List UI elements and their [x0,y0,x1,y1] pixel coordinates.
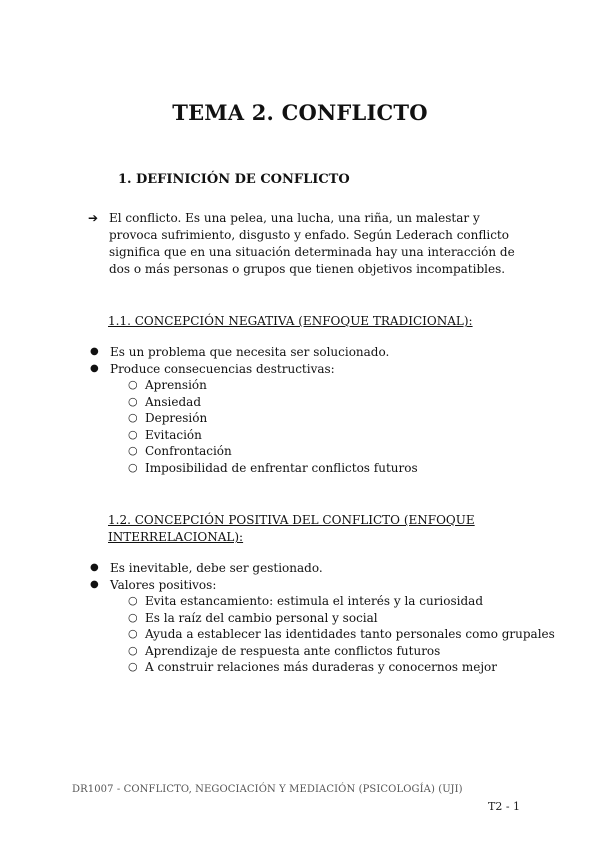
footer-page-number: T2 - 1 [488,800,521,813]
sublist-item [90,593,555,610]
section-number: 1. [118,172,132,187]
list-item [90,577,555,594]
list-item-text: Es un problema que necesita ser solucionado. [110,345,390,359]
bullet-icon: ● [90,346,99,357]
sublist-item [90,410,418,427]
circle-bullet-icon: ○ [128,660,138,673]
list-item-text: Valores positivos: [110,577,217,592]
sublist-container [90,593,555,676]
sublist-item-text: Depresión [145,411,208,425]
sublist-item-text: Imposibilidad de enfrentar conflictos futuros [145,460,418,475]
circle-bullet-icon: ○ [128,643,138,657]
positive-concept-list [90,560,555,676]
circle-bullet-icon: ○ [128,444,138,457]
circle-bullet-icon: ○ [128,460,138,474]
sublist-item [90,659,555,676]
subsection-heading-positive: 1.2. CONCEPCIÓN POSITIVA DEL CONFLICTO (ENFOQUE INTERRELACIONAL): [108,513,475,544]
sublist-item [90,626,555,643]
list-item [90,344,418,361]
page-title: TEMA 2. CONFLICTO [172,100,428,125]
circle-bullet-icon: ○ [128,610,138,624]
sublist-item-text: Ansiedad [145,394,202,409]
bullet-icon: ● [90,562,99,573]
consequences-sublist [90,377,418,476]
positive-values-sublist [90,593,555,676]
sublist-item [90,394,418,411]
circle-bullet-icon: ○ [128,394,138,408]
list-item-text: Produce consecuencias destructivas: [110,361,335,376]
sublist-item-text: Aprensión [145,378,207,392]
sublist-item [90,610,555,627]
sublist-item [90,427,418,444]
sublist-item [90,460,418,477]
sublist-container [90,377,418,476]
circle-bullet-icon: ○ [128,411,138,424]
circle-bullet-icon: ○ [128,594,138,607]
sublist-item [90,443,418,460]
sublist-item-text: Ayuda a establecer las identidades tanto personales como grupales [145,627,555,641]
sublist-item [90,643,555,660]
footer-course-label: DR1007 - CONFLICTO, NEGOCIACIÓN Y MEDIACIÓN (PSICOLOGÍA) (UJI) [72,784,463,795]
sublist-item-text: Evita estancamiento: estimula el interés y la curiosidad [145,594,484,608]
list-item [90,560,555,577]
sublist-item-text: Es la raíz del cambio personal y social [145,610,378,625]
intro-paragraph-block [88,210,528,278]
sublist-item-text: Evitación [145,427,202,442]
circle-bullet-icon: ○ [128,378,138,391]
intro-paragraph: El conflicto. Es una pelea, una lucha, una riña, un malestar y provoca sufrimiento, disgusto y enfado. Según Lederach conflicto significa que en una situación determinada hay una interacción de dos o más personas o grupos que tienen objetivos incompatibles. [109,211,515,276]
sublist-item-text: Confrontación [145,444,232,458]
arrow-right-icon: ➔ [88,211,99,225]
circle-bullet-icon: ○ [128,427,138,441]
sublist-item-text: A construir relaciones más duraderas y conocernos mejor [145,660,497,674]
bullet-icon: ● [90,362,99,374]
sublist-item [90,377,418,394]
sublist-item-text: Aprendizaje de respuesta ante conflictos futuros [145,643,441,658]
section-title: DEFINICIÓN DE CONFLICTO [136,172,350,187]
bullet-icon: ● [90,578,99,590]
list-item [90,361,418,378]
subsection-heading-negative: 1.1. CONCEPCIÓN NEGATIVA (ENFOQUE TRADICIONAL): [108,314,473,328]
negative-concept-list [90,344,418,476]
circle-bullet-icon: ○ [128,627,138,640]
list-item-text: Es inevitable, debe ser gestionado. [110,561,323,575]
